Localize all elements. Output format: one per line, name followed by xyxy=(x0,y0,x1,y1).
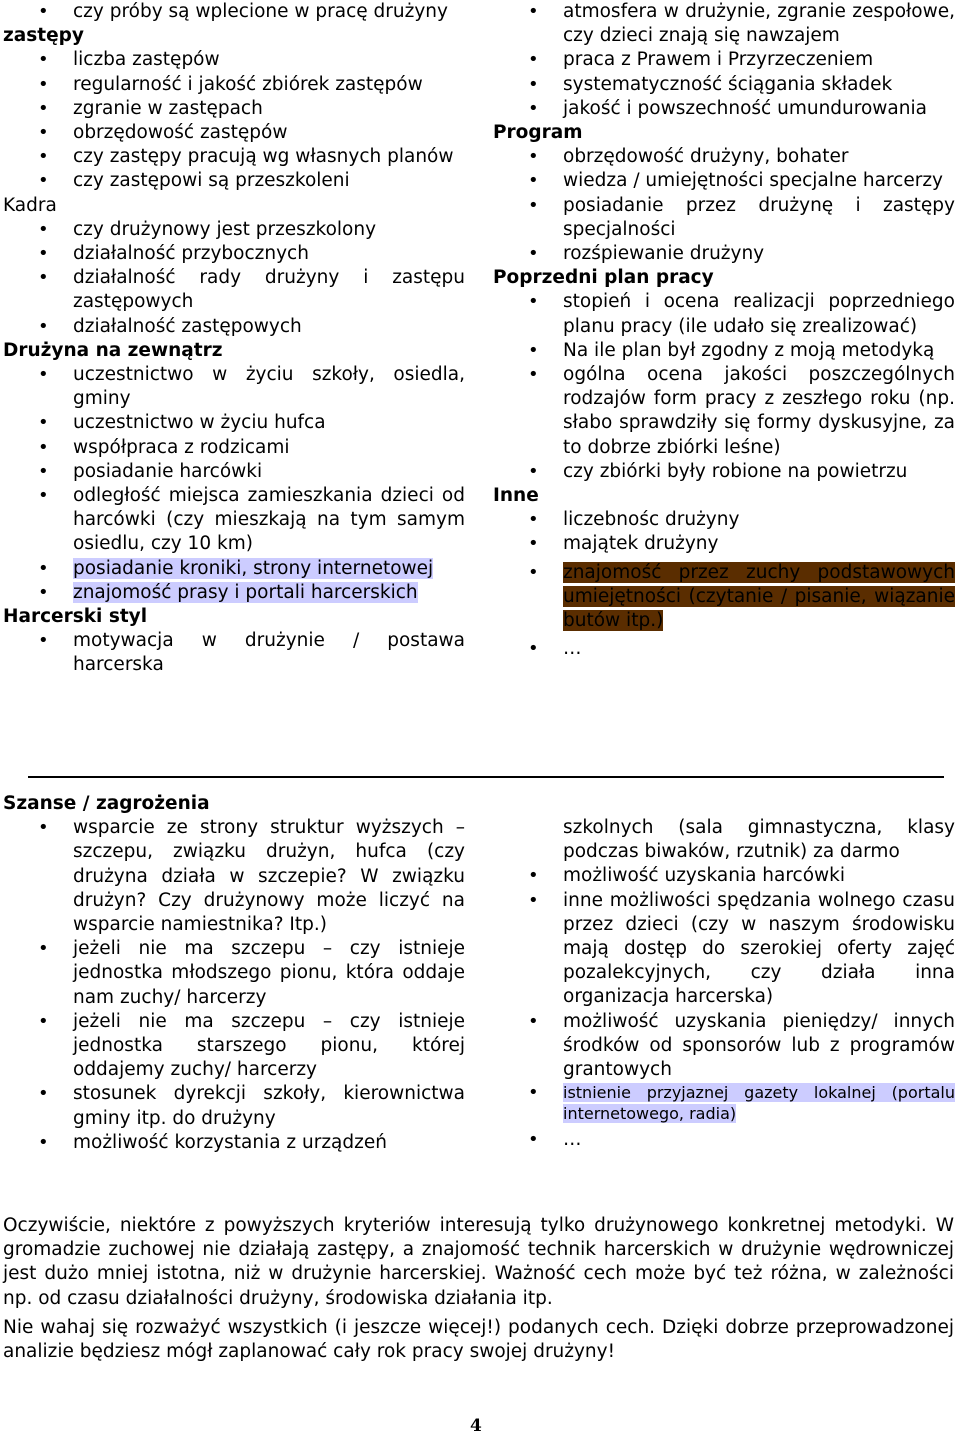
list-item: • możliwość uzyskania harcówki xyxy=(493,864,955,888)
highlighted-text: istnienie przyjaznej gazety lokalnej (portalu internetowego, radia) xyxy=(563,1083,955,1124)
list-item: • wsparcie ze strony struktur wyższych – szczepu, związku drużyn, hufca (czy drużyna działa w szczepie? W związku drużyn? Czy drużynowy może liczyć na wsparcie namiestnika? Itp.) xyxy=(3,816,465,937)
list-item: • liczebnośc drużyny xyxy=(493,508,955,532)
highlighted-text: posiadanie kroniki, strony internetowej xyxy=(73,557,434,579)
section-heading: Program xyxy=(493,122,583,144)
list-item: • czy próby są wplecione w pracę drużyny xyxy=(3,0,465,24)
continued-text: szkolnych (sala gimnastyczna, klasy podczas biwaków, rzutnik) za darmo xyxy=(563,817,955,863)
list-item: • odległość miejsca zamieszkania dzieci od harcówki (czy mieszkają na tym samym osiedlu, czy 10 km) xyxy=(3,484,465,557)
list-item: • uczestnictwo w życiu hufca xyxy=(3,411,465,435)
list-item xyxy=(3,557,465,581)
list-item: • rozśpiewanie drużyny xyxy=(493,242,955,266)
body-paragraph: Oczywiście, niektóre z powyższych kryteriów interesują tylko drużynowego konkretnej metodyki. W gromadzie zuchowej nie działają zastępy, a znajomość technik harcerskich w drużynie wędrowniczej jest dużo mniej istotna, niż w drużynie harcerskiej. Ważność cech może być też różna, w zależności np. od czasu działalności drużyny, środowiska działania itp. xyxy=(3,1215,954,1309)
list-item: • czy zastępowi są przeszkoleni xyxy=(3,169,465,193)
section-heading: Harcerski styl xyxy=(3,606,148,628)
list-item: • uczestnictwo w życiu szkoły, osiedla, gminy xyxy=(3,363,465,411)
highlighted-text: znajomość przez zuchy podstawowych umiejętności (czytanie / pisanie, wiązanie butów itp.) xyxy=(563,561,955,632)
list-item: • obrzędowość zastępów xyxy=(3,121,465,145)
list-item: • wiedza / umiejętności specjalne harcerzy xyxy=(493,169,955,193)
list-item: • regularność i jakość zbiórek zastępów xyxy=(3,73,465,97)
section-heading: Szanse / zagrożenia xyxy=(3,793,210,814)
section-heading: Drużyna na zewnątrz xyxy=(3,339,223,361)
list-item xyxy=(3,581,465,605)
upper-right-column xyxy=(493,0,955,661)
list-item: • posiadanie harcówki xyxy=(3,460,465,484)
body-paragraph: Nie wahaj się rozważyć wszystkich (i jeszcze więcej!) podanych cech. Dzięki dobrze przeprowadzonej analizie będziesz mógł zaplanować cały rok pracy swojej drużyny! xyxy=(3,1317,954,1363)
list-item: • działalność przybocznych xyxy=(3,242,465,266)
list-item: • systematyczność ściągania składek xyxy=(493,73,955,97)
list-item: • czy zastępy pracują wg własnych planów xyxy=(3,145,465,169)
list-item: • ogólna ocena jakości poszczególnych rodzajów form pracy z zeszłego roku (np. słabo sprawdziły się formy dyskusyjne, za to dobrze zbiórki leśne) xyxy=(493,363,955,460)
list-item: • czy drużynowy jest przeszkolony xyxy=(3,218,465,242)
list-item: • możliwość korzystania z urządzeń xyxy=(3,1131,465,1155)
list-item: • działalność zastępowych xyxy=(3,315,465,339)
list-item: • współpraca z rodzicami xyxy=(3,436,465,460)
list-item: • jakość i powszechność umundurowania xyxy=(493,97,955,121)
list-item: • inne możliwości spędzania wolnego czasu przez dzieci (czy w naszym środowisku mają dostęp do szerokiej oferty zajęć pozalekcyjnych, czy działa inna organizacja harcerska) xyxy=(493,889,955,1010)
list-item: • posiadanie przez drużynę i zastępy specjalności xyxy=(493,194,955,242)
list-item: • praca z Prawem i Przyrzeczeniem xyxy=(493,48,955,72)
list-item: • motywacja w drużynie / postawa harcerska xyxy=(3,629,465,677)
list-item: • obrzędowość drużyny, bohater xyxy=(493,145,955,169)
lower-right-column xyxy=(493,816,955,1152)
list-item: • stosunek dyrekcji szkoły, kierownictwa gminy itp. do drużyny xyxy=(3,1082,465,1130)
list-item: • liczba zastępów xyxy=(3,48,465,72)
list-item xyxy=(493,1082,955,1124)
section-heading: Poprzedni plan pracy xyxy=(493,267,714,289)
list-item: • możliwość uzyskania pieniędzy/ innych środków od sponsorów lub z programów grantowych xyxy=(493,1010,955,1083)
upper-left-column xyxy=(3,0,465,678)
list-item: • majątek drużyny xyxy=(493,532,955,556)
list-item: • jeżeli nie ma szczepu – czy istnieje jednostka starszego pionu, której oddajemy zuchy/ harcerzy xyxy=(3,1010,465,1083)
lower-left-column xyxy=(3,792,465,1155)
section-heading: zastępy xyxy=(3,25,84,47)
list-item: • działalność rady drużyny i zastępu zastępowych xyxy=(3,266,465,314)
list-item: • zgranie w zastępach xyxy=(3,97,465,121)
list-item: • … xyxy=(493,637,955,661)
page-number: 4 xyxy=(470,1416,482,1436)
list-item: • atmosfera w drużynie, zgranie zespołowe, czy dzieci znają się nawzajem xyxy=(493,0,955,48)
list-item: • Na ile plan był zgodny z moją metodyką xyxy=(493,339,955,363)
list-item: • czy zbiórki były robione na powietrzu xyxy=(493,460,955,484)
list-item: • jeżeli nie ma szczepu – czy istnieje jednostka młodszego pionu, która oddaje nam zuchy/ harcerzy xyxy=(3,937,465,1010)
section-heading: Inne xyxy=(493,485,539,507)
list-item: • … xyxy=(493,1128,955,1152)
section-divider xyxy=(28,776,944,778)
list-item: • stopień i ocena realizacji poprzedniego planu pracy (ile udało się zrealizować) xyxy=(493,290,955,338)
list-item xyxy=(493,561,955,634)
section-heading: Kadra xyxy=(3,194,57,216)
highlighted-text: znajomość prasy i portali harcerskich xyxy=(73,581,418,603)
